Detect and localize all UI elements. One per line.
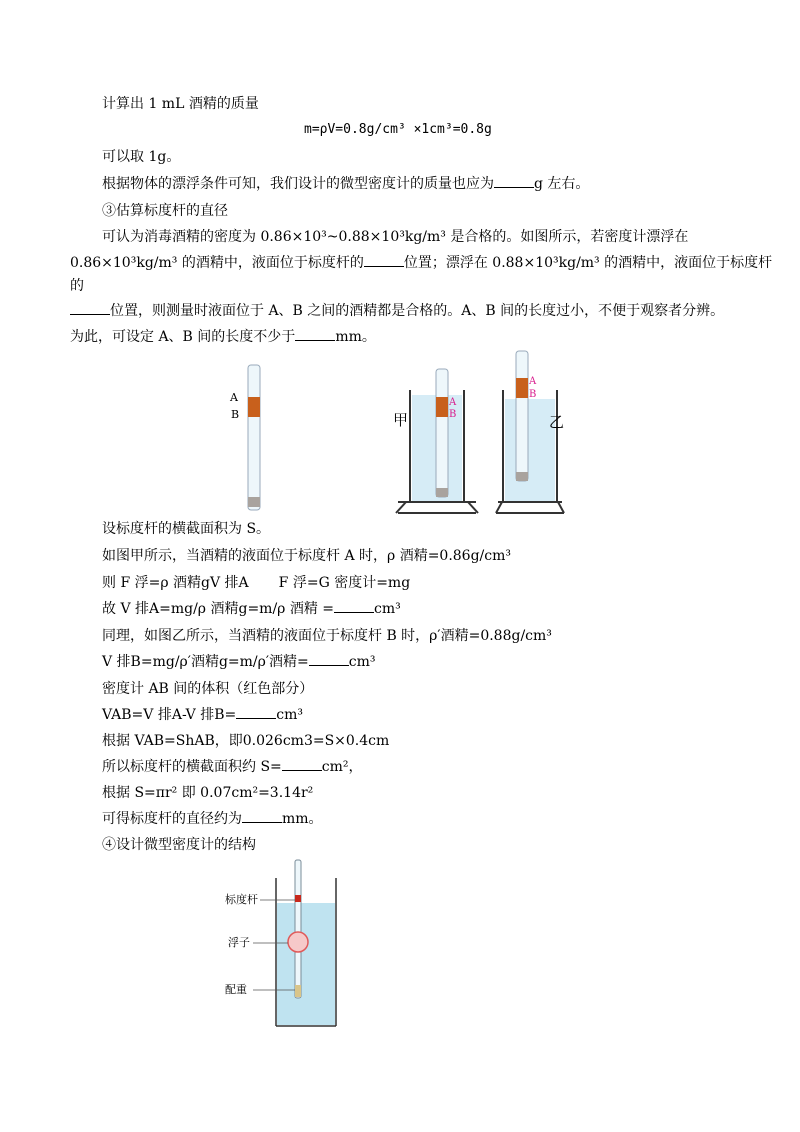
standalone-rod bbox=[248, 365, 260, 510]
mark-a-yi: A bbox=[529, 376, 537, 387]
text-span: F 浮=G 密度计=mg bbox=[278, 575, 411, 591]
scale-rod bbox=[295, 860, 301, 998]
text-span: 则 F 浮=ρ 酒精gV 排A bbox=[102, 575, 249, 591]
beaker-jia bbox=[396, 369, 478, 513]
section-heading: ③估算标度杆的直径 bbox=[102, 203, 228, 219]
counterweight bbox=[295, 985, 301, 997]
text-span: V 排B=mg/ρ′酒精g=m/ρ′酒精= bbox=[102, 654, 309, 670]
answer-blank bbox=[282, 758, 322, 771]
mark-a-jia: A bbox=[449, 397, 457, 408]
text-line bbox=[102, 600, 401, 618]
text-line: 密度计 AB 间的体积（红色部分） bbox=[102, 681, 314, 697]
text-line bbox=[102, 574, 410, 592]
text-line bbox=[102, 653, 376, 671]
text-line bbox=[102, 175, 589, 193]
rod-label-a: A bbox=[230, 391, 238, 404]
text-span: 位置，则测量时液面位于 A、B 之间的酒精都是合格的。A、B 间的长度过小，不便于观察者分辨。 bbox=[110, 303, 725, 319]
text-line: 同理，如图乙所示，当酒精的液面位于标度杆 B 时，ρ′酒精=0.88g/cm³ bbox=[102, 628, 552, 644]
answer-blank bbox=[242, 810, 282, 823]
text-span: 可得标度杆的直径约为 bbox=[102, 811, 242, 827]
text-span: 0.86×10³kg/m³ 的酒精中，液面位于标度杆的 bbox=[70, 255, 364, 271]
answer-blank bbox=[70, 302, 110, 315]
label-scale-rod: 标度杆 bbox=[225, 893, 258, 906]
mass-formula: m=ρV=0.8g/cm³ ×1cm³=0.8g bbox=[304, 122, 492, 137]
section-heading: ④设计微型密度计的结构 bbox=[102, 837, 256, 853]
label-float: 浮子 bbox=[228, 936, 250, 949]
text-line: 根据 VAB=ShAB，即0.026cm3=S×0.4cm bbox=[102, 733, 390, 749]
text-line: 设标度杆的横截面积为 S。 bbox=[102, 521, 271, 537]
text-line bbox=[70, 302, 724, 320]
answer-blank bbox=[295, 328, 335, 341]
text-span: cm³ bbox=[276, 707, 303, 723]
text-line bbox=[102, 706, 303, 724]
rod-label-b: B bbox=[231, 408, 240, 421]
text-line bbox=[70, 328, 376, 346]
text-span: 位置；漂浮在 0.88×10³kg/m³ 的酒精中，液面位于标度杆 bbox=[403, 255, 773, 271]
answer-blank bbox=[494, 175, 534, 188]
answer-blank bbox=[309, 653, 349, 666]
liquid bbox=[505, 399, 555, 502]
text-line bbox=[102, 810, 323, 828]
text-line bbox=[70, 254, 772, 272]
text-line: 根据 S=πr² 即 0.07cm²=3.14r² bbox=[102, 785, 314, 801]
figure-micro-density-meter bbox=[220, 858, 350, 1030]
text-span: g 左右。 bbox=[534, 176, 590, 192]
mark-b-yi: B bbox=[529, 389, 537, 400]
answer-blank bbox=[364, 254, 404, 267]
label-yi: 乙 bbox=[549, 413, 565, 431]
text-line: 计算出 1 mL 酒精的质量 bbox=[102, 96, 259, 112]
label-weight: 配重 bbox=[225, 983, 247, 996]
text-span: VAB=V 排A-V 排B= bbox=[102, 707, 237, 723]
label-jia: 甲 bbox=[393, 411, 409, 429]
text-span: cm³ bbox=[374, 601, 401, 617]
water bbox=[277, 903, 335, 1025]
mark-b-jia: B bbox=[449, 409, 457, 420]
rod-red-mark bbox=[295, 895, 301, 902]
rod-red-band bbox=[248, 397, 260, 417]
text-line: 可以取 1g。 bbox=[102, 149, 181, 165]
text-span: 故 V 排A=mg/ρ 酒精g=m/ρ 酒精 = bbox=[102, 601, 335, 617]
text-line: 可认为消毒酒精的密度为 0.86×10³~0.88×10³kg/m³ 是合格的。如图所示，若密度计漂浮在 bbox=[102, 229, 689, 245]
text-line: 的 bbox=[70, 278, 84, 294]
text-span: mm。 bbox=[282, 811, 323, 827]
text-span: cm³ bbox=[348, 654, 376, 670]
text-span: 为此，可设定 A、B 间的长度不少于 bbox=[70, 329, 296, 345]
figure-density-meter-beakers bbox=[230, 355, 590, 520]
float-bulb bbox=[288, 932, 308, 952]
text-span: 根据物体的漂浮条件可知，我们设计的微型密度计的质量也应为 bbox=[102, 176, 494, 192]
text-line: 如图甲所示，当酒精的液面位于标度杆 A 时，ρ 酒精=0.86g/cm³ bbox=[102, 548, 511, 564]
text-span: mm。 bbox=[335, 329, 376, 345]
answer-blank bbox=[334, 600, 374, 613]
answer-blank bbox=[236, 706, 276, 719]
text-line bbox=[102, 758, 363, 776]
text-span: cm²， bbox=[321, 759, 363, 775]
text-span: 所以标度杆的横截面积约 S= bbox=[102, 759, 282, 775]
